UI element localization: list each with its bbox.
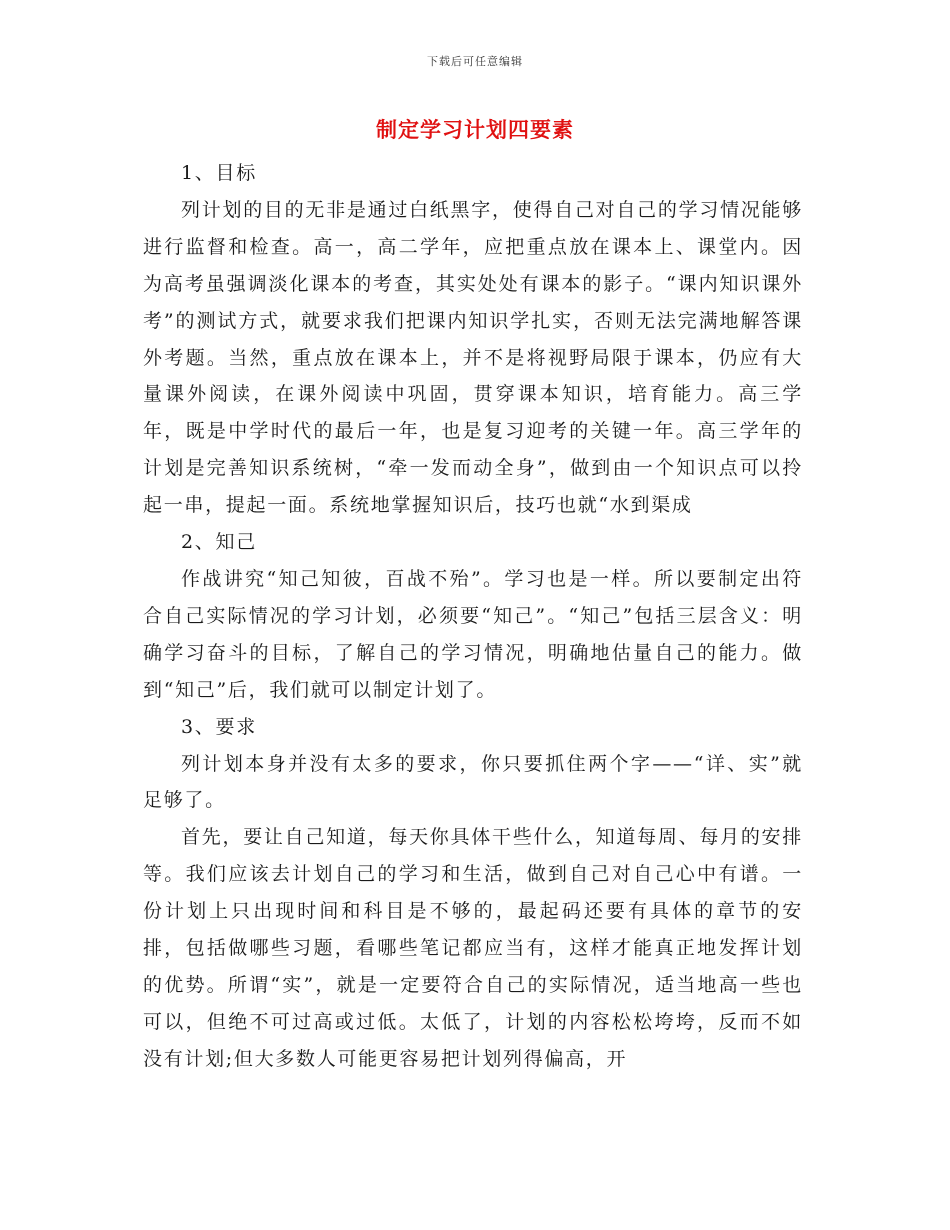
- section-heading-requirements: 3、要求: [181, 715, 257, 738]
- paragraph-goal: 列计划的目的无非是通过白纸黑字，使得自己对自己的学习情况能够进行监督和检查。高一，高二学年，应把重点放在课本上、课堂内。因为高考虽强调淡化课本的考查，其实处处有课本的影子。“课内知识课外考”的测试方式，就要求我们把课内知识学扎实，否则无法完满地解答课外考题。当然，重点放在课本上，并不是将视野局限于课本，仍应有大量课外阅读，在课外阅读中巩固，贯穿课本知识，培育能力。高三学年，既是中学时代的最后一年，也是复习迎考的关键一年。高三学年的计划是完善知识系统树，“牵一发而动全身”，做到由一个知识点可以拎起一串，提起一面。系统地掌握知识后，技巧也就“水到渠成: [143, 198, 803, 517]
- section-heading-goal: 1、目标: [181, 162, 257, 184]
- paragraph-requirements: 列计划本身并没有太多的要求，你只要抓住两个字——“详、实”就足够了。: [143, 752, 803, 812]
- document-title: 制定学习计划四要素: [376, 117, 574, 142]
- section-heading-know-yourself: 2、知己: [181, 531, 257, 554]
- paragraph-know-yourself: 作战讲究“知己知彼，百战不殆”。学习也是一样。所以要制定出符合自己实际情况的学习计划，必须要“知己”。“知己”包括三层含义：明确学习奋斗的目标，了解自己的学习情况，明确地估量自己的能力。做到“知己”后，我们就可以制定计划了。: [143, 567, 803, 701]
- page-header: 下载后可任意编辑: [427, 55, 523, 68]
- document-body: [143, 155, 803, 1078]
- paragraph-first: 首先，要让自己知道，每天你具体干些什么，知道每周、每月的安排等。我们应该去计划自己的学习和生活，做到自己对自己心中有谱。一份计划上只出现时间和科目是不够的，最起码还要有具体的章节的安排，包括做哪些习题，看哪些笔记都应当有，这样才能真正地发挥计划的优势。所谓“实”，就是一定要符合自己的实际情况，适当地高一些也可以，但绝不可过高或过低。太低了，计划的内容松松垮垮，反而不如没有计划;但大多数人可能更容易把计划列得偏高，开: [143, 826, 803, 1070]
